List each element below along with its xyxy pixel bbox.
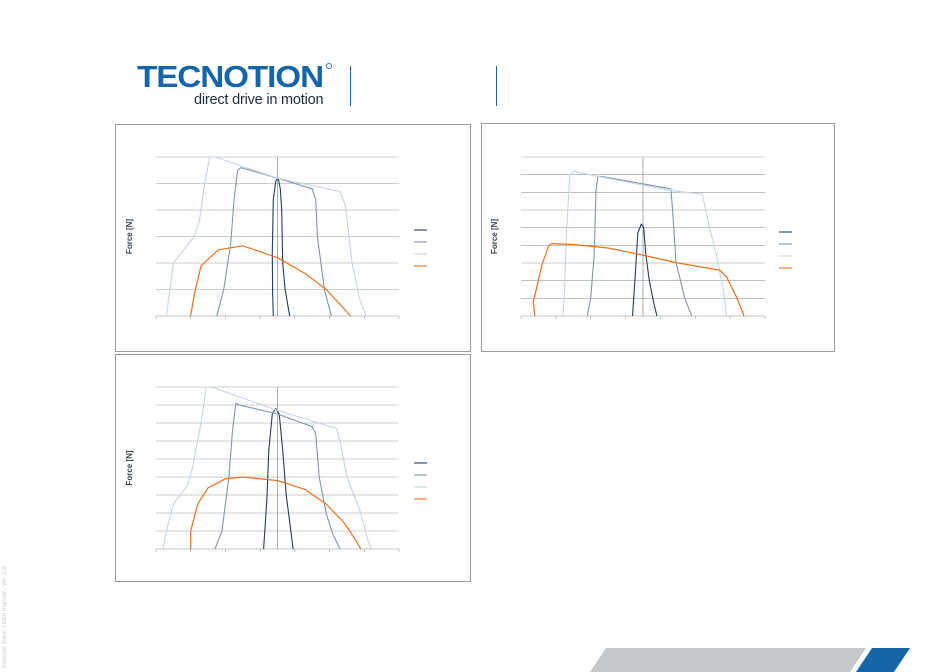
chart-panel-2 xyxy=(481,123,835,352)
chart-panel-1 xyxy=(115,124,471,352)
brand-wordmark: TECNOTION xyxy=(137,62,323,90)
header-divider-right xyxy=(496,66,497,106)
footer-grey-bar xyxy=(590,648,866,672)
series-line-2 xyxy=(587,176,692,316)
chart-3-svg xyxy=(116,355,472,583)
series-line-1 xyxy=(272,178,289,316)
footer-blue-bar xyxy=(856,648,910,672)
series-line-4 xyxy=(191,246,351,316)
y-axis-label: Force [N] xyxy=(125,450,134,486)
chart-2-svg xyxy=(482,124,836,353)
registered-mark-icon xyxy=(326,63,331,68)
y-axis-label: Force [N] xyxy=(125,218,134,255)
series-line-1 xyxy=(264,409,294,549)
y-axis-label: Force [N] xyxy=(490,218,499,255)
chart-panel-3 xyxy=(115,354,471,582)
chart-1-svg xyxy=(116,125,472,353)
series-line-1 xyxy=(633,224,657,316)
header-divider-left xyxy=(350,66,351,106)
manual-version-text: Ironcore linear motor manual - ver. 2.8 xyxy=(2,566,8,668)
tecnotion-logo xyxy=(137,62,333,90)
brand-tagline: direct drive in motion xyxy=(194,92,324,108)
